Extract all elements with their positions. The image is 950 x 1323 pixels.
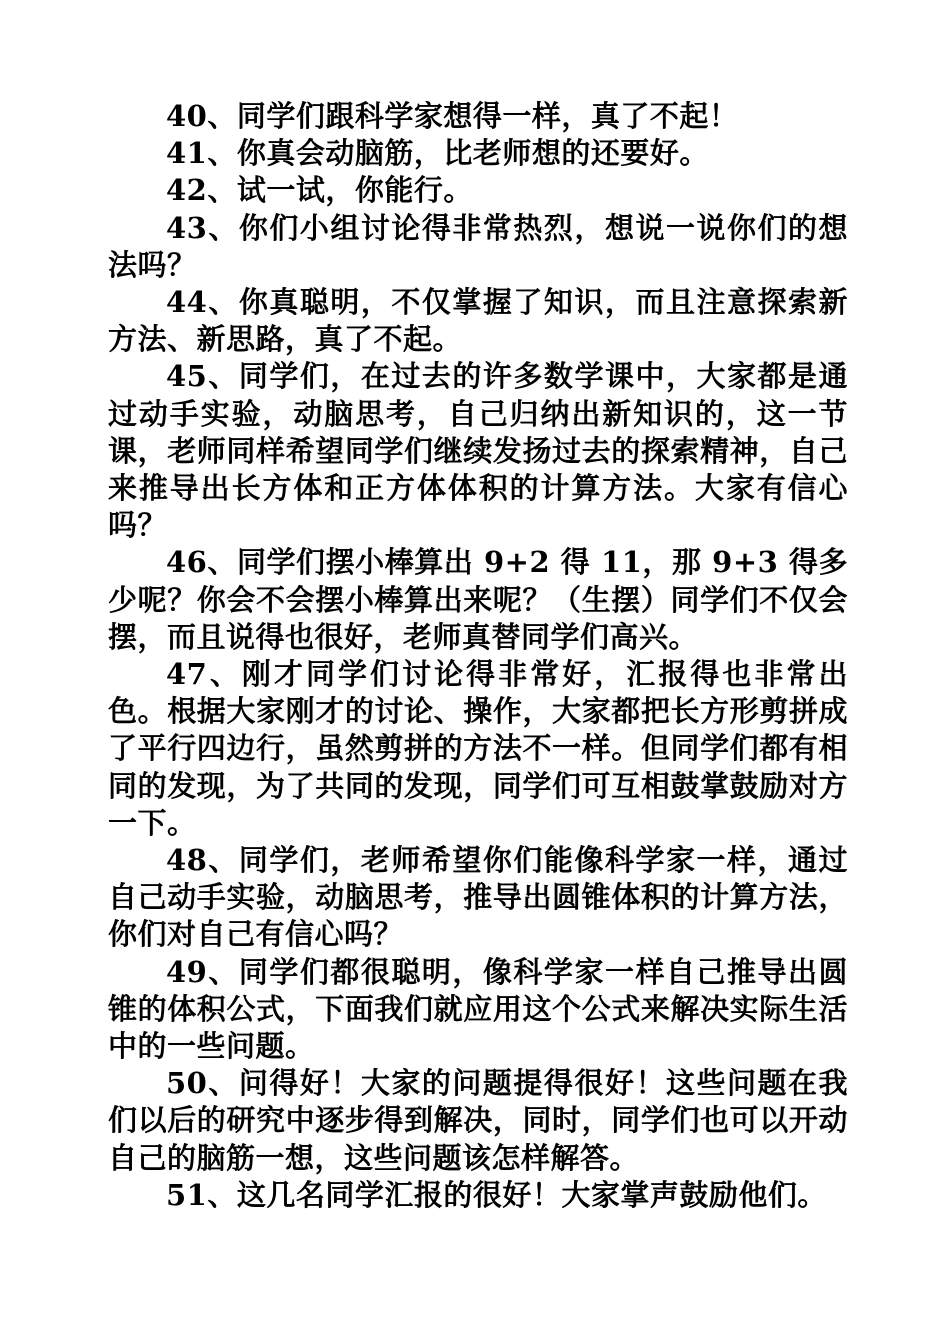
paragraph-51: 51、这几名同学汇报的很好！大家掌声鼓励他们。 <box>166 1177 827 1212</box>
document-page <box>108 98 848 1214</box>
paragraph-42: 42、试一试，你能行。 <box>166 173 473 208</box>
paragraph-43: 43、你们小组讨论得非常热烈，想说一说你们的想法吗？ <box>108 210 848 282</box>
paragraph-47: 47、刚才同学们讨论得非常好，汇报得也非常出色。根据大家刚才的讨论、操作，大家都把长方形剪拼成了平行四边行，虽然剪拼的方法不一样。但同学们都有相同的发现，为了共同的发现，同学们可互相鼓掌鼓励对方一下。 <box>108 657 848 840</box>
paragraph-48: 48、同学们，老师希望你们能像科学家一样，通过自己动手实验，动脑思考，推导出圆锥体积的计算方法，你们对自己有信心吗？ <box>108 843 848 952</box>
paragraph-45: 45、同学们，在过去的许多数学课中，大家都是通过动手实验，动脑思考，自己归纳出新知识的，这一节课，老师同样希望同学们继续发扬过去的探索精神，自己来推导出长方体和正方体体积的计算方法。大家有信心吗？ <box>108 359 848 543</box>
paragraph-44: 44、你真聪明，不仅掌握了知识，而且注意探索新方法、新思路，真了不起。 <box>108 285 848 357</box>
paragraph-49: 49、同学们都很聪明，像科学家一样自己推导出圆锥的体积公式，下面我们就应用这个公式来解决实际生活中的一些问题。 <box>108 954 848 1064</box>
paragraph-40: 40、同学们跟科学家想得一样，真了不起！ <box>166 99 739 133</box>
paragraph-46: 46、同学们摆小棒算出 9+2 得 11，那 9+3 得多少呢？你会不会摆小棒算出来呢？（生摆）同学们不仅会摆，而且说得也很好，老师真替同学们高兴。 <box>108 545 848 654</box>
paragraph-41: 41、你真会动脑筋，比老师想的还要好。 <box>166 136 709 171</box>
paragraph-50: 50、问得好！大家的问题提得很好！这些问题在我们以后的研究中逐步得到解决，同时，同学们也可以开动自己的脑筋一想，这些问题该怎样解答。 <box>108 1066 848 1175</box>
